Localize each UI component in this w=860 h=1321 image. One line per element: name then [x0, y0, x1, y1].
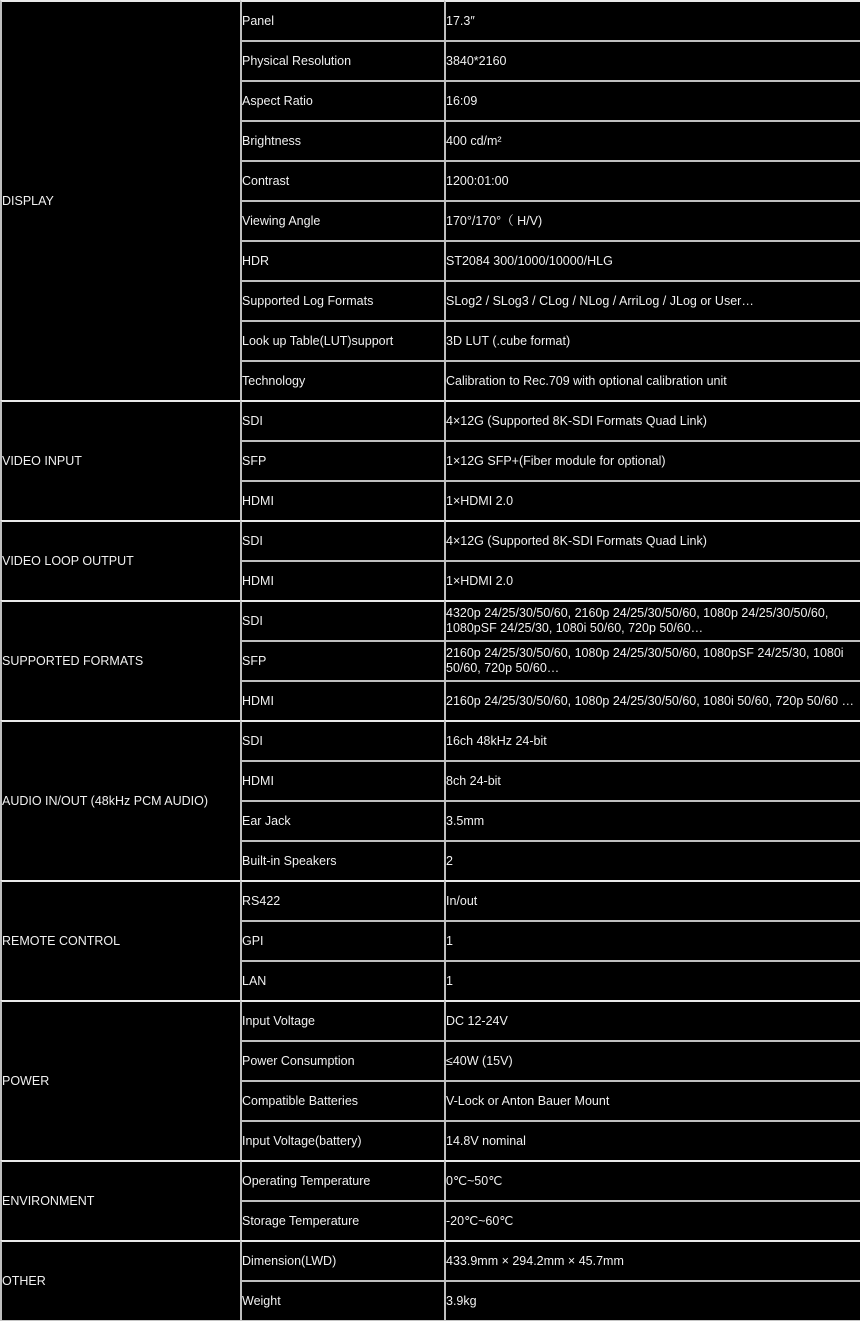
spec-category-cell: ENVIRONMENT	[0, 1160, 240, 1240]
spec-name-cell: Viewing Angle	[240, 200, 444, 240]
table-row	[0, 0, 860, 40]
spec-value-cell: 1	[444, 920, 860, 960]
spec-value-cell: 17.3″	[444, 0, 860, 40]
spec-name-cell: Physical Resolution	[240, 40, 444, 80]
spec-value-cell: 2	[444, 840, 860, 880]
spec-category-cell: POWER	[0, 1000, 240, 1160]
spec-name-cell: RS422	[240, 880, 444, 920]
spec-value-cell: 3.5mm	[444, 800, 860, 840]
spec-name-cell: Brightness	[240, 120, 444, 160]
spec-name-cell: SDI	[240, 720, 444, 760]
spec-category-cell: SUPPORTED FORMATS	[0, 600, 240, 720]
spec-value-cell: In/out	[444, 880, 860, 920]
spec-value-cell: 3.9kg	[444, 1280, 860, 1320]
spec-value-cell: 2160p 24/25/30/50/60, 1080p 24/25/30/50/60, 1080pSF 24/25/30, 1080i 50/60, 720p 50/60…	[444, 640, 860, 680]
spec-value-cell: 170°/170°（ H/V)	[444, 200, 860, 240]
spec-value-cell: 1×HDMI 2.0	[444, 560, 860, 600]
spec-value-cell: 16ch 48kHz 24-bit	[444, 720, 860, 760]
spec-value-cell: 433.9mm × 294.2mm × 45.7mm	[444, 1240, 860, 1280]
spec-value-cell: 1×12G SFP+(Fiber module for optional)	[444, 440, 860, 480]
spec-name-cell: Dimension(LWD)	[240, 1240, 444, 1280]
spec-category-cell: OTHER	[0, 1240, 240, 1320]
spec-name-cell: Supported Log Formats	[240, 280, 444, 320]
spec-name-cell: SFP	[240, 640, 444, 680]
table-row	[0, 1000, 860, 1040]
spec-value-cell: -20℃~60℃	[444, 1200, 860, 1240]
spec-name-cell: SDI	[240, 400, 444, 440]
spec-category-cell: VIDEO LOOP OUTPUT	[0, 520, 240, 600]
spec-name-cell: Operating Temperature	[240, 1160, 444, 1200]
spec-name-cell: Technology	[240, 360, 444, 400]
spec-value-cell: 400 cd/m²	[444, 120, 860, 160]
spec-value-cell: DC 12-24V	[444, 1000, 860, 1040]
spec-value-cell: 4×12G (Supported 8K-SDI Formats Quad Link)	[444, 520, 860, 560]
spec-name-cell: SDI	[240, 600, 444, 640]
spec-name-cell: LAN	[240, 960, 444, 1000]
spec-value-cell: Calibration to Rec.709 with optional calibration unit	[444, 360, 860, 400]
spec-value-cell: 3D LUT (.cube format)	[444, 320, 860, 360]
table-row	[0, 1240, 860, 1280]
spec-name-cell: Compatible Batteries	[240, 1080, 444, 1120]
spec-name-cell: Aspect Ratio	[240, 80, 444, 120]
spec-name-cell: Built-in Speakers	[240, 840, 444, 880]
spec-name-cell: Power Consumption	[240, 1040, 444, 1080]
table-row	[0, 600, 860, 640]
table-row	[0, 720, 860, 760]
spec-value-cell: 8ch 24-bit	[444, 760, 860, 800]
spec-name-cell: HDMI	[240, 560, 444, 600]
spec-value-cell: ≤40W (15V)	[444, 1040, 860, 1080]
table-row	[0, 520, 860, 560]
table-row	[0, 1160, 860, 1200]
spec-value-cell: 0℃~50℃	[444, 1160, 860, 1200]
spec-name-cell: Look up Table(LUT)support	[240, 320, 444, 360]
spec-value-cell: 14.8V nominal	[444, 1120, 860, 1160]
spec-value-cell: 16:09	[444, 80, 860, 120]
spec-name-cell: Weight	[240, 1280, 444, 1320]
spec-category-cell: REMOTE CONTROL	[0, 880, 240, 1000]
spec-name-cell: GPI	[240, 920, 444, 960]
spec-name-cell: Ear Jack	[240, 800, 444, 840]
table-row	[0, 880, 860, 920]
table-row	[0, 400, 860, 440]
spec-name-cell: Contrast	[240, 160, 444, 200]
spec-category-cell: AUDIO IN/OUT (48kHz PCM AUDIO)	[0, 720, 240, 880]
spec-name-cell: SFP	[240, 440, 444, 480]
spec-value-cell: 4×12G (Supported 8K-SDI Formats Quad Link)	[444, 400, 860, 440]
spec-value-cell: 1×HDMI 2.0	[444, 480, 860, 520]
spec-name-cell: Storage Temperature	[240, 1200, 444, 1240]
spec-value-cell: 2160p 24/25/30/50/60, 1080p 24/25/30/50/60, 1080i 50/60, 720p 50/60 …	[444, 680, 860, 720]
spec-name-cell: SDI	[240, 520, 444, 560]
spec-value-cell: 1	[444, 960, 860, 1000]
spec-name-cell: HDMI	[240, 680, 444, 720]
spec-name-cell: Panel	[240, 0, 444, 40]
spec-name-cell: HDMI	[240, 760, 444, 800]
spec-name-cell: Input Voltage	[240, 1000, 444, 1040]
spec-value-cell: 1200:01:00	[444, 160, 860, 200]
spec-name-cell: HDR	[240, 240, 444, 280]
spec-value-cell: SLog2 / SLog3 / CLog / NLog / ArriLog / JLog or User…	[444, 280, 860, 320]
spec-category-cell: DISPLAY	[0, 0, 240, 400]
spec-name-cell: HDMI	[240, 480, 444, 520]
spec-category-cell: VIDEO INPUT	[0, 400, 240, 520]
spec-value-cell: V-Lock or Anton Bauer Mount	[444, 1080, 860, 1120]
spec-value-cell: 3840*2160	[444, 40, 860, 80]
spec-name-cell: Input Voltage(battery)	[240, 1120, 444, 1160]
spec-value-cell: 4320p 24/25/30/50/60, 2160p 24/25/30/50/60, 1080p 24/25/30/50/60, 1080pSF 24/25/30, 1080i 50/60, 720p 50/60…	[444, 600, 860, 640]
spec-value-cell: ST2084 300/1000/10000/HLG	[444, 240, 860, 280]
